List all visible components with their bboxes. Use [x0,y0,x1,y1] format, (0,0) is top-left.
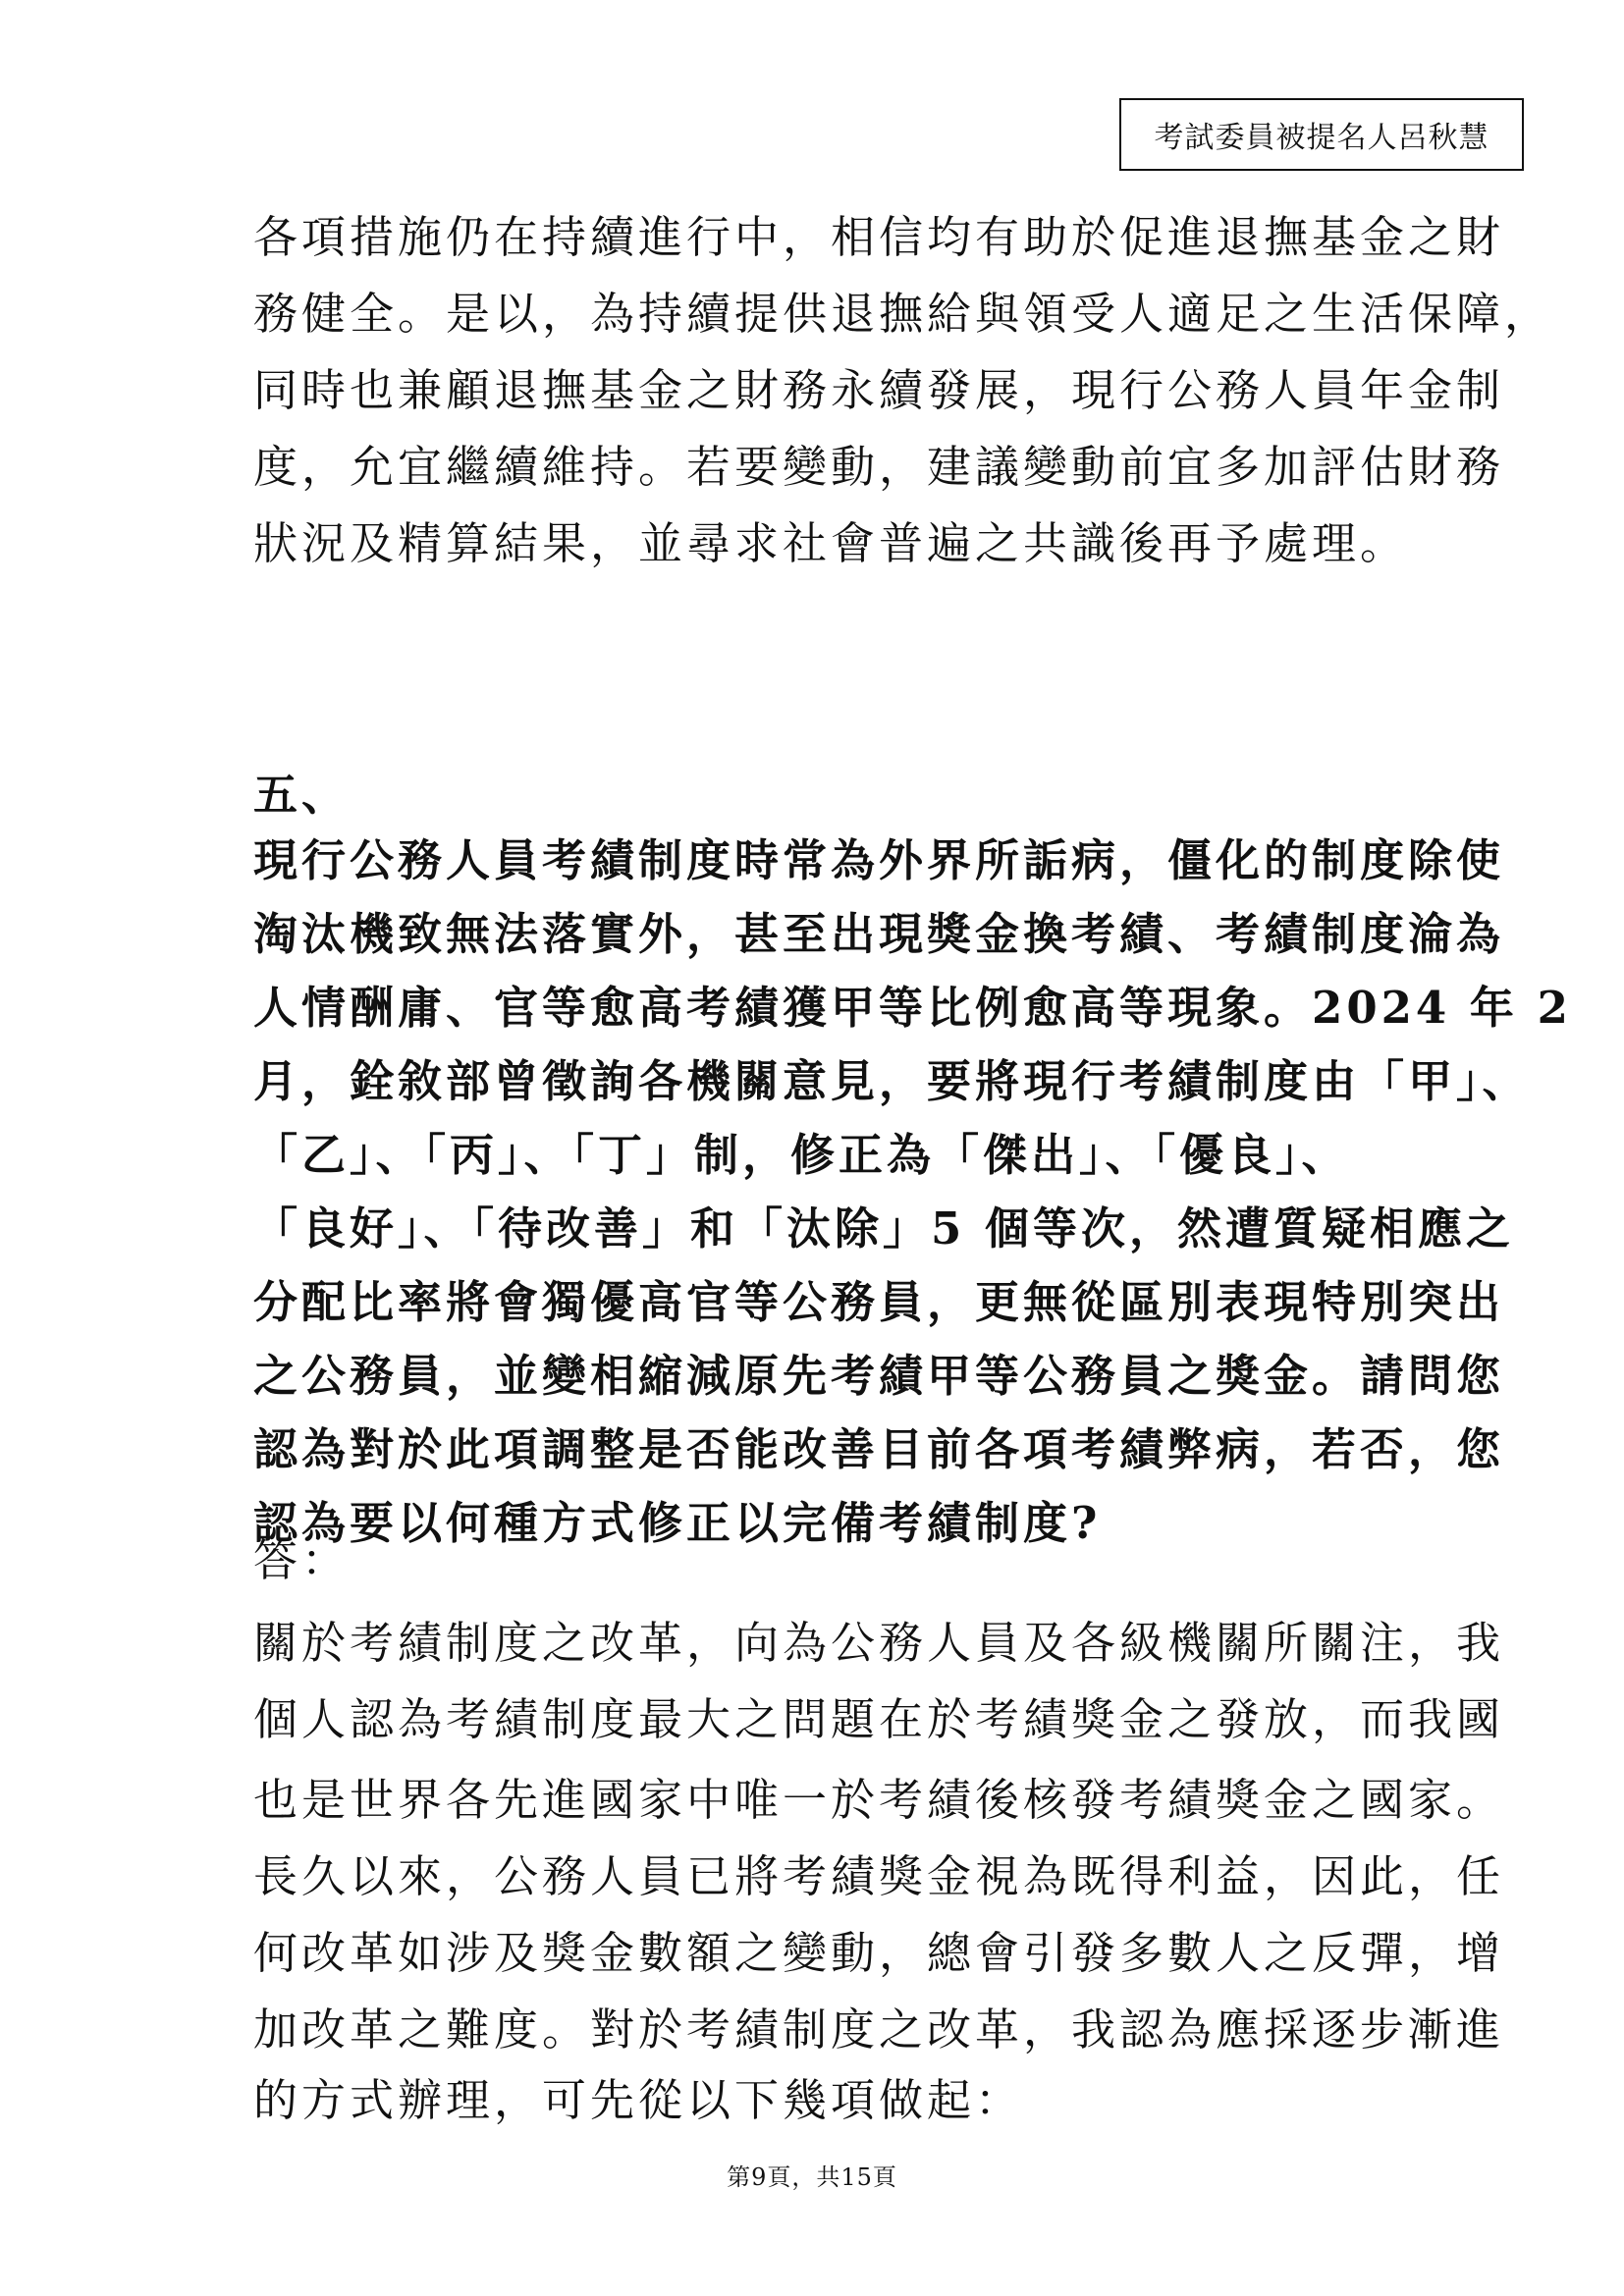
answer-label: 答： [253,1534,351,1586]
para1-line: 各項措施仍在持續進行中，相信均有助於促進退撫基金之財 [253,211,1505,263]
answer-line: 何改革如涉及獎金數額之變動，總會引發多數人之反彈，增 [253,1927,1505,1979]
answer-line: 個人認為考績制度最大之問題在於考績獎金之發放，而我國 [253,1693,1505,1745]
answer-line: 加改革之難度。對於考績制度之改革，我認為應採逐步漸進 [253,2003,1505,2056]
question-line: 「良好」、「待改善」和「汰除」5 個等次，然遭質疑相應之 [253,1202,1514,1255]
para1-line: 狀況及精算結果，並尋求社會普遍之共識後再予處理。 [253,517,1409,569]
para1-line: 務健全。是以，為持續提供退撫給與領受人適足之生活保障， [253,288,1553,340]
question-line: 認為對於此項調整是否能改善目前各項考績弊病，若否，您 [253,1423,1505,1475]
question-line: 淘汰機致無法落實外，甚至出現獎金換考績、考績制度淪為 [253,908,1505,960]
answer-line: 長久以來，公務人員已將考績獎金視為既得利益，因此，任 [253,1850,1505,1902]
answer-line: 關於考績制度之改革，向為公務人員及各級機關所關注，我 [253,1617,1505,1669]
question-number: 五、 [253,769,351,821]
question-line: 月，銓敘部曾徵詢各機關意見，要將現行考績制度由「甲」、 [253,1055,1531,1107]
question-line: 「乙」、「丙」、「丁」制，修正為「傑出」、「優良」、 [253,1129,1350,1181]
question-line: 分配比率將會獨優高官等公務員，更無從區別表現特別突出 [253,1276,1505,1328]
question-line: 之公務員，並變相縮減原先考績甲等公務員之獎金。請問您 [253,1350,1505,1402]
answer-line: 的方式辦理，可先從以下幾項做起： [253,2074,1024,2126]
question-line: 認為要以何種方式修正以完備考績制度? [253,1497,1102,1549]
page-number: 第9頁，共15頁 [727,2163,897,2191]
header-title: 考試委員被提名人呂秋慧 [1154,121,1489,155]
question-line: 人情酬庸、官等愈高考績獲甲等比例愈高等現象。2024 年 2 [253,982,1572,1034]
answer-line: 也是世界各先進國家中唯一於考績後核發考績獎金之國家。 [253,1774,1505,1826]
para1-line: 同時也兼顧退撫基金之財務永續發展，現行公務人員年金制 [253,364,1505,416]
nominee-header-box [1119,98,1524,171]
para1-line: 度，允宜繼續維持。若要變動，建議變動前宜多加評估財務 [253,441,1505,493]
question-line: 現行公務人員考績制度時常為外界所詬病，僵化的制度除使 [253,834,1505,886]
